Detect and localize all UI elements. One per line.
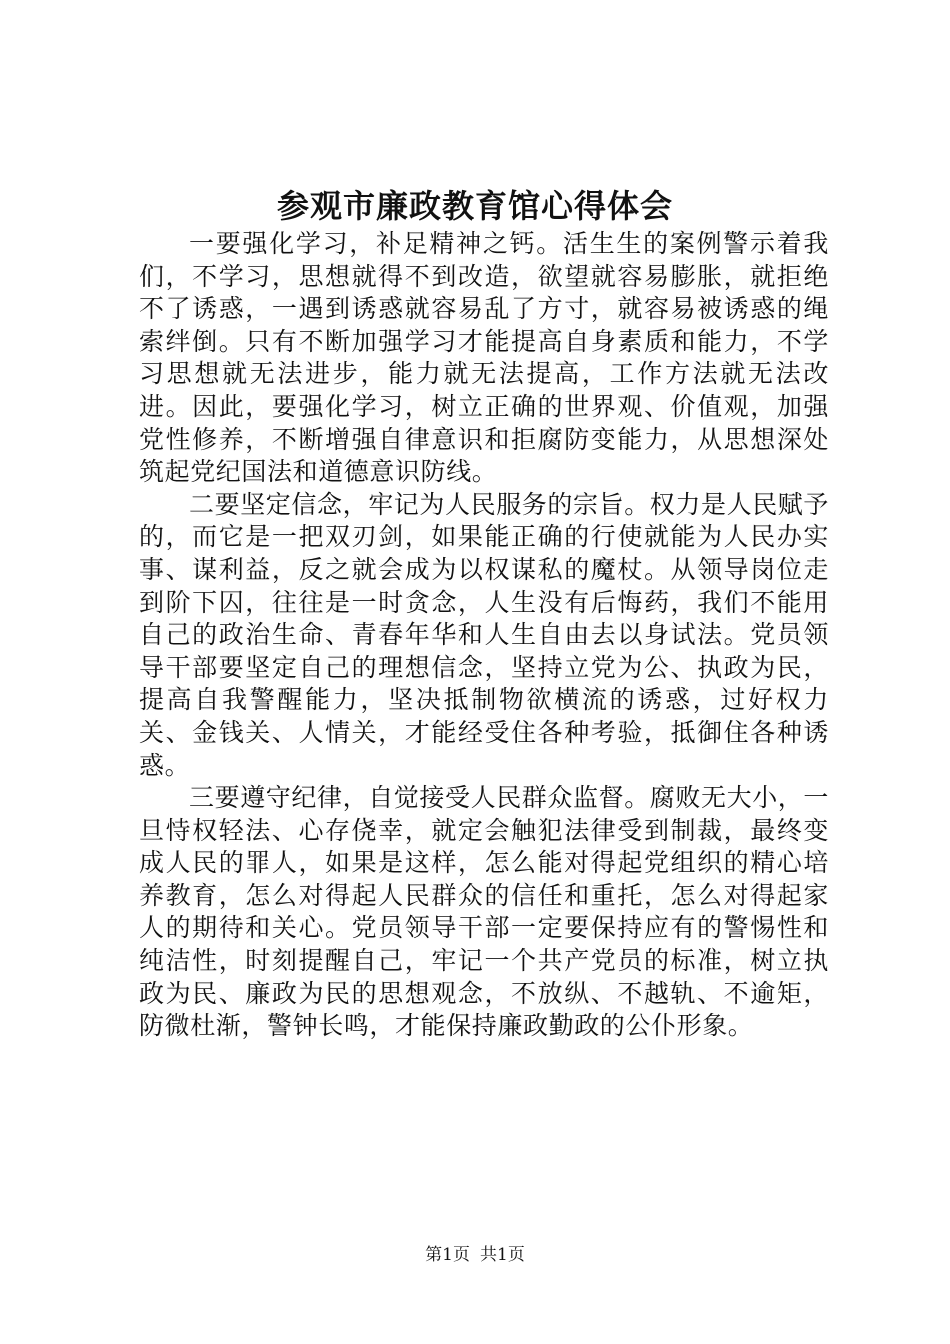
page-number: 第1页 — [425, 1245, 470, 1265]
document-title: 参观市廉政教育馆心得体会 — [276, 187, 673, 225]
document-body — [139, 228, 829, 1043]
paragraph-3: 三要遵守纪律，自觉接受人民群众监督。腐败无大小，一旦恃权轻法、心存侥幸，就定会触犯法律受到制裁，最终变成人民的罪人，如果是这样，怎么能对得起党组织的精心培养教育，怎么对得起人民群众的信任和重托，怎么对得起家人的期待和关心。党员领导干部一定要保持应有的警惕性和纯洁性，时刻提醒自己，牢记一个共产党员的标准，树立执政为民、廉政为民的思想观念，不放纵、不越轨、不逾矩，防微杜渐，警钟长鸣，才能保持廉政勤政的公仆形象。 — [139, 783, 830, 1041]
page-footer — [0, 1243, 950, 1267]
page-total: 共1页 — [480, 1245, 525, 1265]
paragraph-2: 二要坚定信念，牢记为人民服务的宗旨。权力是人民赋予的，而它是一把双刃剑，如果能正确的行使就能为人民办实事、谋利益，反之就会成为以权谋私的魔杖。从领导岗位走到阶下囚，往往是一时贪念，人生没有后悔药，我们不能用自己的政治生命、青春年华和人生自由去以身试法。党员领导干部要坚定自己的理想信念，坚持立党为公、执政为民，提高自我警醒能力，坚决抵制物欲横流的诱惑，过好权力关、金钱关、人情关，才能经受住各种考验，抵御住各种诱惑。 — [139, 489, 830, 780]
paragraph-1: 一要强化学习，补足精神之钙。活生生的案例警示着我们，不学习，思想就得不到改造，欲望就容易膨胀，就拒绝不了诱惑，一遇到诱惑就容易乱了方寸，就容易被诱惑的绳索绊倒。只有不断加强学习才能提高自身素质和能力，不学习思想就无法进步，能力就无法提高，工作方法就无法改进。因此，要强化学习，树立正确的世界观、价值观，加强党性修养，不断增强自律意识和拒腐防变能力，从思想深处筑起党纪国法和道德意识防线。 — [139, 229, 829, 487]
